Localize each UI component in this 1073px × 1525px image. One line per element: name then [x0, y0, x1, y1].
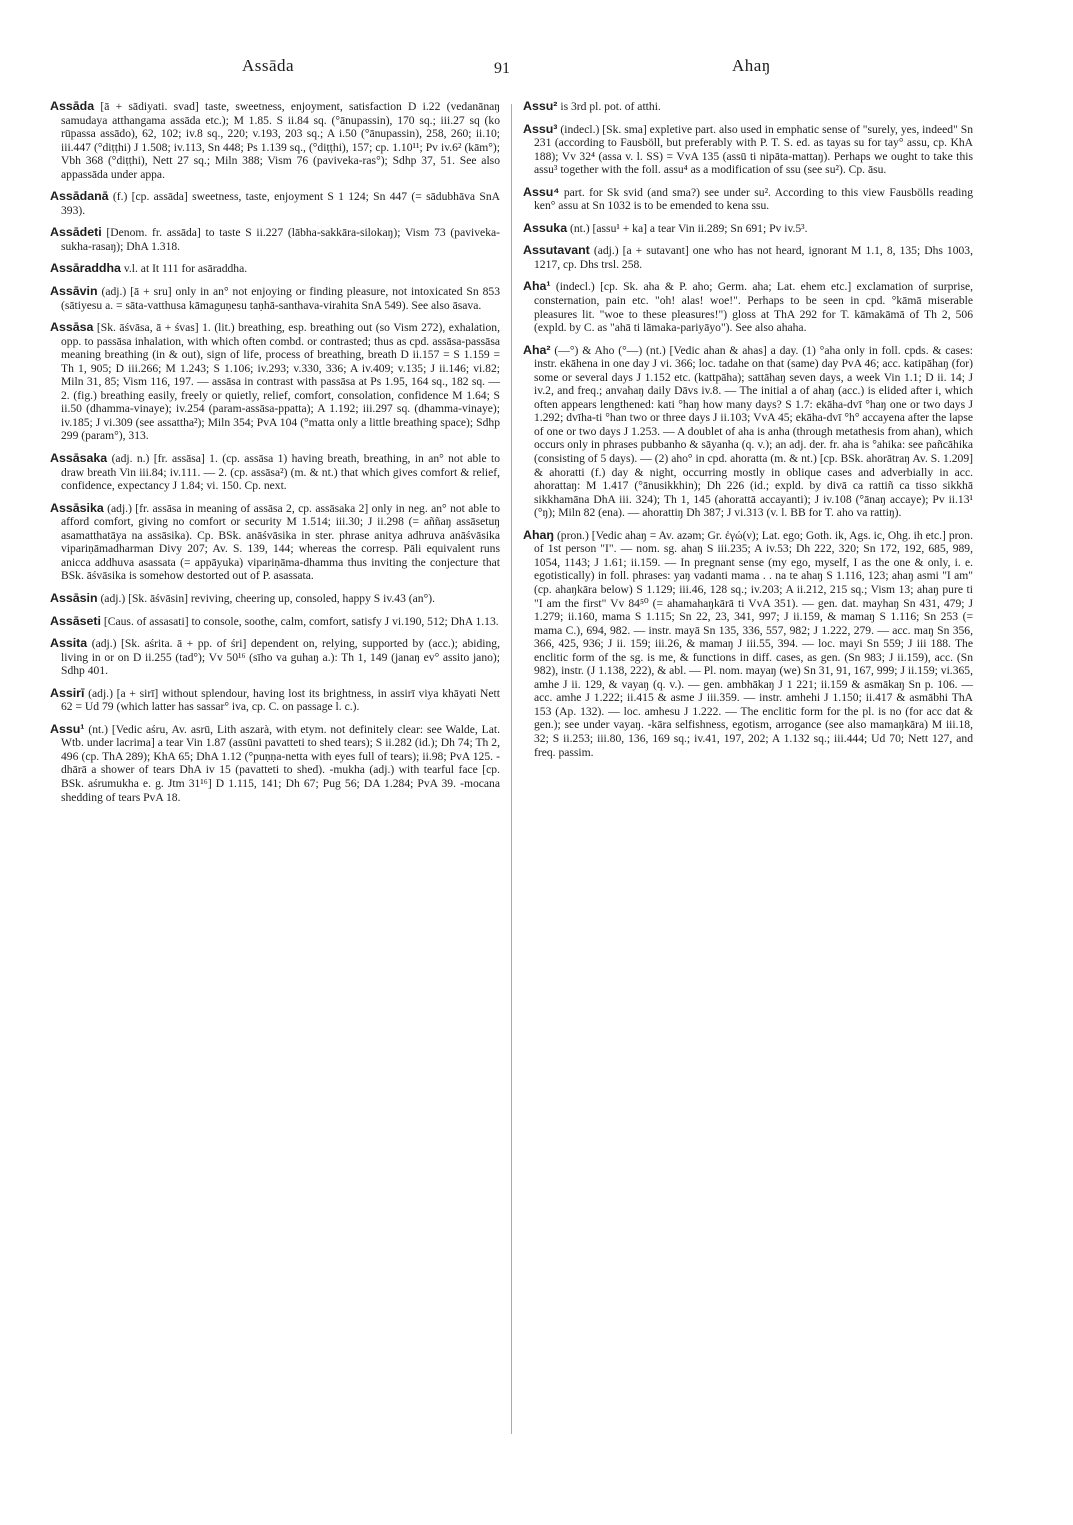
entry-text: (pron.) [Vedic ahaŋ = Av. azəm; Gr. ἐγώ(ν); Lat. ego; Goth. ik, Ags. ic, Ohg. ih etc.] pron. of 1st person "I". — nom. sg. ahaŋ S iii.235; A iv.53; Dh 222, 320; Sn 172, 192, 685, 989, 1054, 1143; J 1.61; ii.159. — In pregnant sense (my ego, myself, I as the one & only, i. e. egotistically) in foll. phrases: yaŋ vadanti mama . . na te ahaŋ S 1.116, 123; ahaŋ asmi "I am" (cp. ahaŋkāra below) S 1.129; iii.46, 128 sq.; iv.203; A ii.212, 215 sq.; Vism 13; ahaŋ pure ti "I am the first" Vv 84⁵⁰ (= ahamahaŋkārā ti VvA 351). — gen. dat. mayhaŋ Sn 431, 479; J 1.279; ii.160, mama S 1.115; Sn 22, 23, 341, 997; J ii.159, & mamaŋ S 1.116; Sn 253 (= mama C.), 694, 982. — instr. mayā Sn 135, 336, 557, 982; J 1.222, 279. — acc. maŋ Sn 356, 366, 425, 936; J ii. 159; iii.26, & mamaŋ J iii.55, 394. — loc. mayi Sn 559; J iii 188. The enclitic form of the sg. is me, & functions in diff. cases, as gen. (Sn 983; J ii.159), acc. (Sn 982), instr. (J 1.138, 222), & abl. — Pl. nom. mayaŋ (we) Sn 31, 91, 167, 999; J ii.159; vi.365, amhe J ii. 129, & vayaŋ (q. v.). — gen. ambhākaŋ J 1 221; ii.159 & asmākaŋ Sn p. 106. — acc. amhe J 1.222; ii.415 & asme J iii.359. — instr. amhehi J 1.150; ii.417 & asmābhi ThA 153 (Ap. 132). — loc. amhesu J 1.222. — The enclitic form for the pl. is no (for acc dat & gen.); see under vayaŋ. -kāra selfishness, egotism, arrogance (see also mamaŋkāra) M iii.18, 32; S ii.253; iii.80, 136, 169 sq.; iv.41, 197, 202; A 1.132 sq.; iii.444; Ud 70; Nett 127, and freq. passim.	[534, 528, 974, 759]
entry-headword: Assāsaka	[50, 451, 108, 466]
dictionary-entry	[523, 280, 973, 334]
running-header	[80, 56, 1000, 86]
entry-text: (f.) [cp. assāda] sweetness, taste, enjoyment S 1 124; Sn 447 (= sādubhāva SnA 393).	[61, 190, 500, 217]
entry-text: (adj.) [a + sirī] without splendour, having lost its brightness, in assirī viya khāyati Nett 62 = Ud 79 (which latter has sassar° iva, cp. C. on passage l. c.).	[61, 686, 500, 714]
entry-text: (—°) & Aho (°—) (nt.) [Vedic ahan & ahas] a day. (1) °aha only in foll. cpds. & cases: instr. ekāhena in one day J vi. 366; loc. tadahe on that (same) day PvA 46; acc. katipāhaŋ (for) some or several days J 1.152 etc. (kattpāha); sattāhaŋ seven days, a week Vin 1.1; D ii. 14; J iv.2, and freq.; anvahaŋ daily Dāvs iv.8. — The initial a of ahaŋ (acc.) is elided after i, which often appears lengthened: kati °haŋ how many days? S 1.7: ekāha-dvī °haŋ one or two days J 1.292; dvīha-ti °han two or three days J ii.103; VvA 45; ekāha-dvī °h° accayena after the lapse of one or two days J 1.253. — A doublet of aha is anha (through metathesis from ahan), which occurs only in phrases pubbanho & sāyanha (q. v.); an adj. der. fr. aha is °ahika: see pañcāhika (consisting of 5 days). — (2) aho° in cpd. ahoratta (m. & nt.) [cp. BSk. ahorātraŋ Av. S. 1.209] & ahoratti (f.) day & night, occurring mostly in oblique cases and adverbially in acc. ahorattaŋ: M 1.417 (°ānusikkhin); Dh 226 (id.; expld. by divā ca rattiñ ca tisso sikkhā sikkhamāna DhA iii. 324); Th 1, 145 (ahorattā accayanti); J iv.108 (°ānaŋ accaye); Pv ii.13¹ (°ŋ); Miln 82 (ena). — ahorattiŋ Dh 387; J vi.313 (v. l. BB for T. aho va rattiŋ).	[534, 343, 973, 520]
entry-text: is 3rd pl. pot. of atthi.	[560, 100, 661, 113]
entry-headword: Assutavant	[523, 243, 590, 258]
dictionary-entry	[523, 222, 973, 236]
dictionary-entry	[50, 687, 500, 714]
entry-headword: Assāraddha	[50, 261, 121, 276]
entry-headword: Ahaŋ	[523, 527, 554, 542]
left-column	[50, 100, 500, 813]
entry-text: [ā + sādiyati. svad] taste, sweetness, enjoyment, satisfaction D i.22 (vedanānaŋ samudaya atthangama assāda etc.); M 1.85. S ii.84 sq. (°ānupassin), 170 sq.; iii.27 sq (ko rūpassa assādo), 62, 102; iv.8 sq., 220; v.193, 203 sq.; A i.50 (°ānupassin), 258, 260; ii.10; iii.447 (°diṭṭhi) J 1.508; iv.113, Sn 448; Ps 1.139 sq., (°diṭṭhi), 157; cp. 1.10¹¹; Pv iv.6² (kām°); Vbh 368 (°diṭṭhi), Nett 27 sq.; Miln 388; Vism 76 (paviveka-ras°); Sdhp 37, 51. See also appassāda under appa.	[61, 100, 500, 181]
entry-headword: Aha¹	[523, 279, 551, 294]
entry-headword: Assāsa	[50, 320, 94, 335]
entry-headword: Assāda	[50, 99, 95, 113]
entry-headword: Assu²	[523, 99, 558, 113]
entry-headword: Assu¹	[50, 721, 85, 736]
entry-text: [Caus. of assasati] to console, soothe, calm, comfort, satisfy J vi.190, 512; DhA 1.13.	[103, 614, 499, 628]
dictionary-entry	[50, 502, 500, 583]
dictionary-entry	[50, 592, 500, 606]
entry-text: (nt.) [assu¹ + ka] a tear Vin ii.289; Sn 691; Pv iv.5³.	[570, 221, 808, 235]
left-guide-word: Assāda	[242, 56, 295, 75]
entry-headword: Assāsin	[50, 590, 98, 605]
dictionary-entry	[523, 100, 973, 114]
entry-headword: Assu⁴	[523, 184, 560, 199]
dictionary-entry	[50, 615, 500, 629]
entry-headword: Assāsika	[50, 500, 104, 515]
entry-text: part. for Sk svid (and sma?) see under su². According to this view Fausbölls reading ken° assu at Sn 1032 is to be emended to kena ssu.	[534, 185, 973, 213]
dictionary-entry	[50, 637, 500, 678]
dictionary-entry	[50, 723, 500, 804]
entry-text: (adj.) [a + sutavant] one who has not heard, ignorant M 1.1, 8, 135; Dhs 1003, 1217, cp. Dhs trsl. 258.	[534, 244, 973, 271]
entry-headword: Assu³	[523, 121, 558, 136]
right-guide-word: Ahaŋ	[732, 56, 771, 75]
right-column	[523, 100, 973, 768]
entry-text: [Sk. āśvāsa, ā + śvas] 1. (lit.) breathing, esp. breathing out (so Vism 272), exhalation, opp. to passāsa inhalation, with which often combd. or contrasted; thus as cpd. assāsa-passāsa meaning breathing (in & out), sign of life, process of breathing, breath D ii.157 = S 1.159 = Th 1, 905; D iii.266; M 1.243; S 1.106; iv.293; v.330, 336; A iv.409; v.135; J ii.146; vi.82; Miln 31, 85; Vism 116, 197. — assāsa in contrast with passāsa at Ps 1.95, 164 sq., 182 sq. — 2. (fig.) breathing easily, freely or quietly, relief, comfort, consolation, confidence M 1.64; S ii.50 (dhamma-vinaye); iv.254 (param-assāsa-ppatta); A 1.192; iii.297 sq. (dhamma-vinaye); iv.185; J vi.309 (see assattha²); Miln 354; PvA 104 (°matta only a little breathing space); Sdhp 299 (param°), 313.	[61, 321, 500, 443]
entry-text: v.l. at It 111 for asāraddha.	[123, 262, 248, 276]
entry-text: (adj.) [Sk. aśrita. ā + pp. of śri] dependent on, relying, supported by (acc.); abiding, living in or on D ii.255 (tad°); Vv 50¹⁶ (sīho va guhaŋ a.): Th 1, 149 (janaŋ ev° assito jano); Sdhp 401.	[61, 637, 500, 678]
column-divider	[511, 104, 512, 1434]
entry-headword: Assādanā	[50, 189, 109, 204]
entry-headword: Assuka	[523, 220, 568, 235]
dictionary-entry	[523, 529, 973, 759]
dictionary-entry	[523, 244, 973, 271]
entry-text: [Denom. fr. assāda] to taste S ii.227 (lābha-sakkāra-silokaŋ); Vism 73 (paviveka-sukha-rasaŋ); DhA 1.318.	[61, 226, 500, 253]
dictionary-entry	[523, 123, 973, 177]
entry-text: (adj.) [Sk. āśvāsin] reviving, cheering up, consoled, happy S iv.43 (an°).	[100, 591, 435, 605]
dictionary-entry	[523, 344, 973, 520]
dictionary-entry	[50, 452, 500, 493]
page-number: 91	[494, 60, 510, 77]
dictionary-entry	[50, 190, 500, 217]
entry-text: (nt.) [Vedic aśru, Av. asrū, Lith aszarà, with etym. not definitely clear: see Walde, Lat. Wtb. under lacrima] a tear Vin 1.87 (assūni pavatteti to shed tears); S ii.282 (id.); Dh 74; Th 2, 496 (cp. ThA 289); KhA 65; DhA 1.12 (°puṇṇa-netta with eyes full of tears); ii.98; PvA 125. -dhārā a shower of tears DhA iv 15 (pavatteti to shed). -mukha (adj.) with tearful face [cp. BSk. aśrumukha e. g. Jtm 31¹⁶] D 1.115, 141; Dh 67; Pug 56; DA 1.284; PvA 39. -mocana shedding of tears PvA 18.	[61, 722, 500, 804]
entry-headword: Assādeti	[50, 225, 102, 240]
dictionary-entry	[50, 321, 500, 443]
entry-headword: Assirī	[50, 685, 85, 700]
entry-text: (adj.) [ā + sru] only in an° not enjoying or finding pleasure, not intoxicated Sn 853 (sātiyesu a. = sāta-vatthusa kāmaguṇesu taṇhā-santhava-virahita SnA 549). See also āsava.	[61, 285, 500, 312]
entry-headword: Assita	[50, 636, 88, 651]
entry-text: (indecl.) [Sk. sma] expletive part. also used in emphatic sense of "surely, yes, indeed" Sn 231 (according to Fausböll, but preferably with P. T. S. ed. as tayas su for tay° assu, cp. KhA 188); Vv 32⁴ (assa v. l. SS) = VvA 135 (assū ti nipāta-mattaŋ). Perhaps we ought to take this assu³ together with the foll. assu⁴ as a modification of ssu (see su²). Cp. āsu.	[534, 122, 973, 177]
dictionary-entry	[50, 100, 500, 181]
entry-headword: Assāseti	[50, 613, 101, 628]
entry-text: (adj. n.) [fr. assāsa] 1. (cp. assāsa 1) having breath, breathing, in an° not able to draw breath Vin iii.84; iv.111. — 2. (cp. assāsa²) (m. & nt.) that which gives comfort & relief, confidence, expectancy J 1.84; vi. 150. Cp. next.	[61, 452, 501, 493]
dictionary-entry	[50, 226, 500, 253]
dictionary-entry	[50, 285, 500, 312]
dictionary-entry	[523, 186, 973, 213]
entry-headword: Aha²	[523, 342, 551, 357]
dictionary-entry	[50, 262, 500, 276]
entry-text: (indecl.) [cp. Sk. aha & P. aho; Germ. aha; Lat. ehem etc.] exclamation of surprise, consternation, pain etc. "oh! alas! woe!". Perhaps to be seen in cpd. °kāmā miserable pleasures lit. "woe to these pleasures!") gloss at ThA 292 for T. kāmakāmā of Th 2, 506 (expld. by C. as "ahā ti lāmaka-pariyāyo"). See also ahaha.	[534, 280, 974, 335]
entry-headword: Assāvin	[50, 284, 98, 299]
entry-text: (adj.) [fr. assāsa in meaning of assāsa 2, cp. assāsaka 2] only in neg. an° not able to afford comfort, giving no comfort or security M 1.514; iii.30; J ii.298 (= aññaŋ assāsetuŋ asamatthatāya na assāsika). Cp. BSk. anāśvāsika in ster. phrase anitya adhruva anāśvāsika vipariṇāmadharman Divy 207; Av. S. 139, 144; whereas the corresp. Pāli equivalent runs anicca addhuva asassata (= appāyuka) vipariṇāma-dhamma thus inviting the conjecture that BSk. āśvāsika is somehow destorted out of P. asassata.	[61, 501, 500, 583]
